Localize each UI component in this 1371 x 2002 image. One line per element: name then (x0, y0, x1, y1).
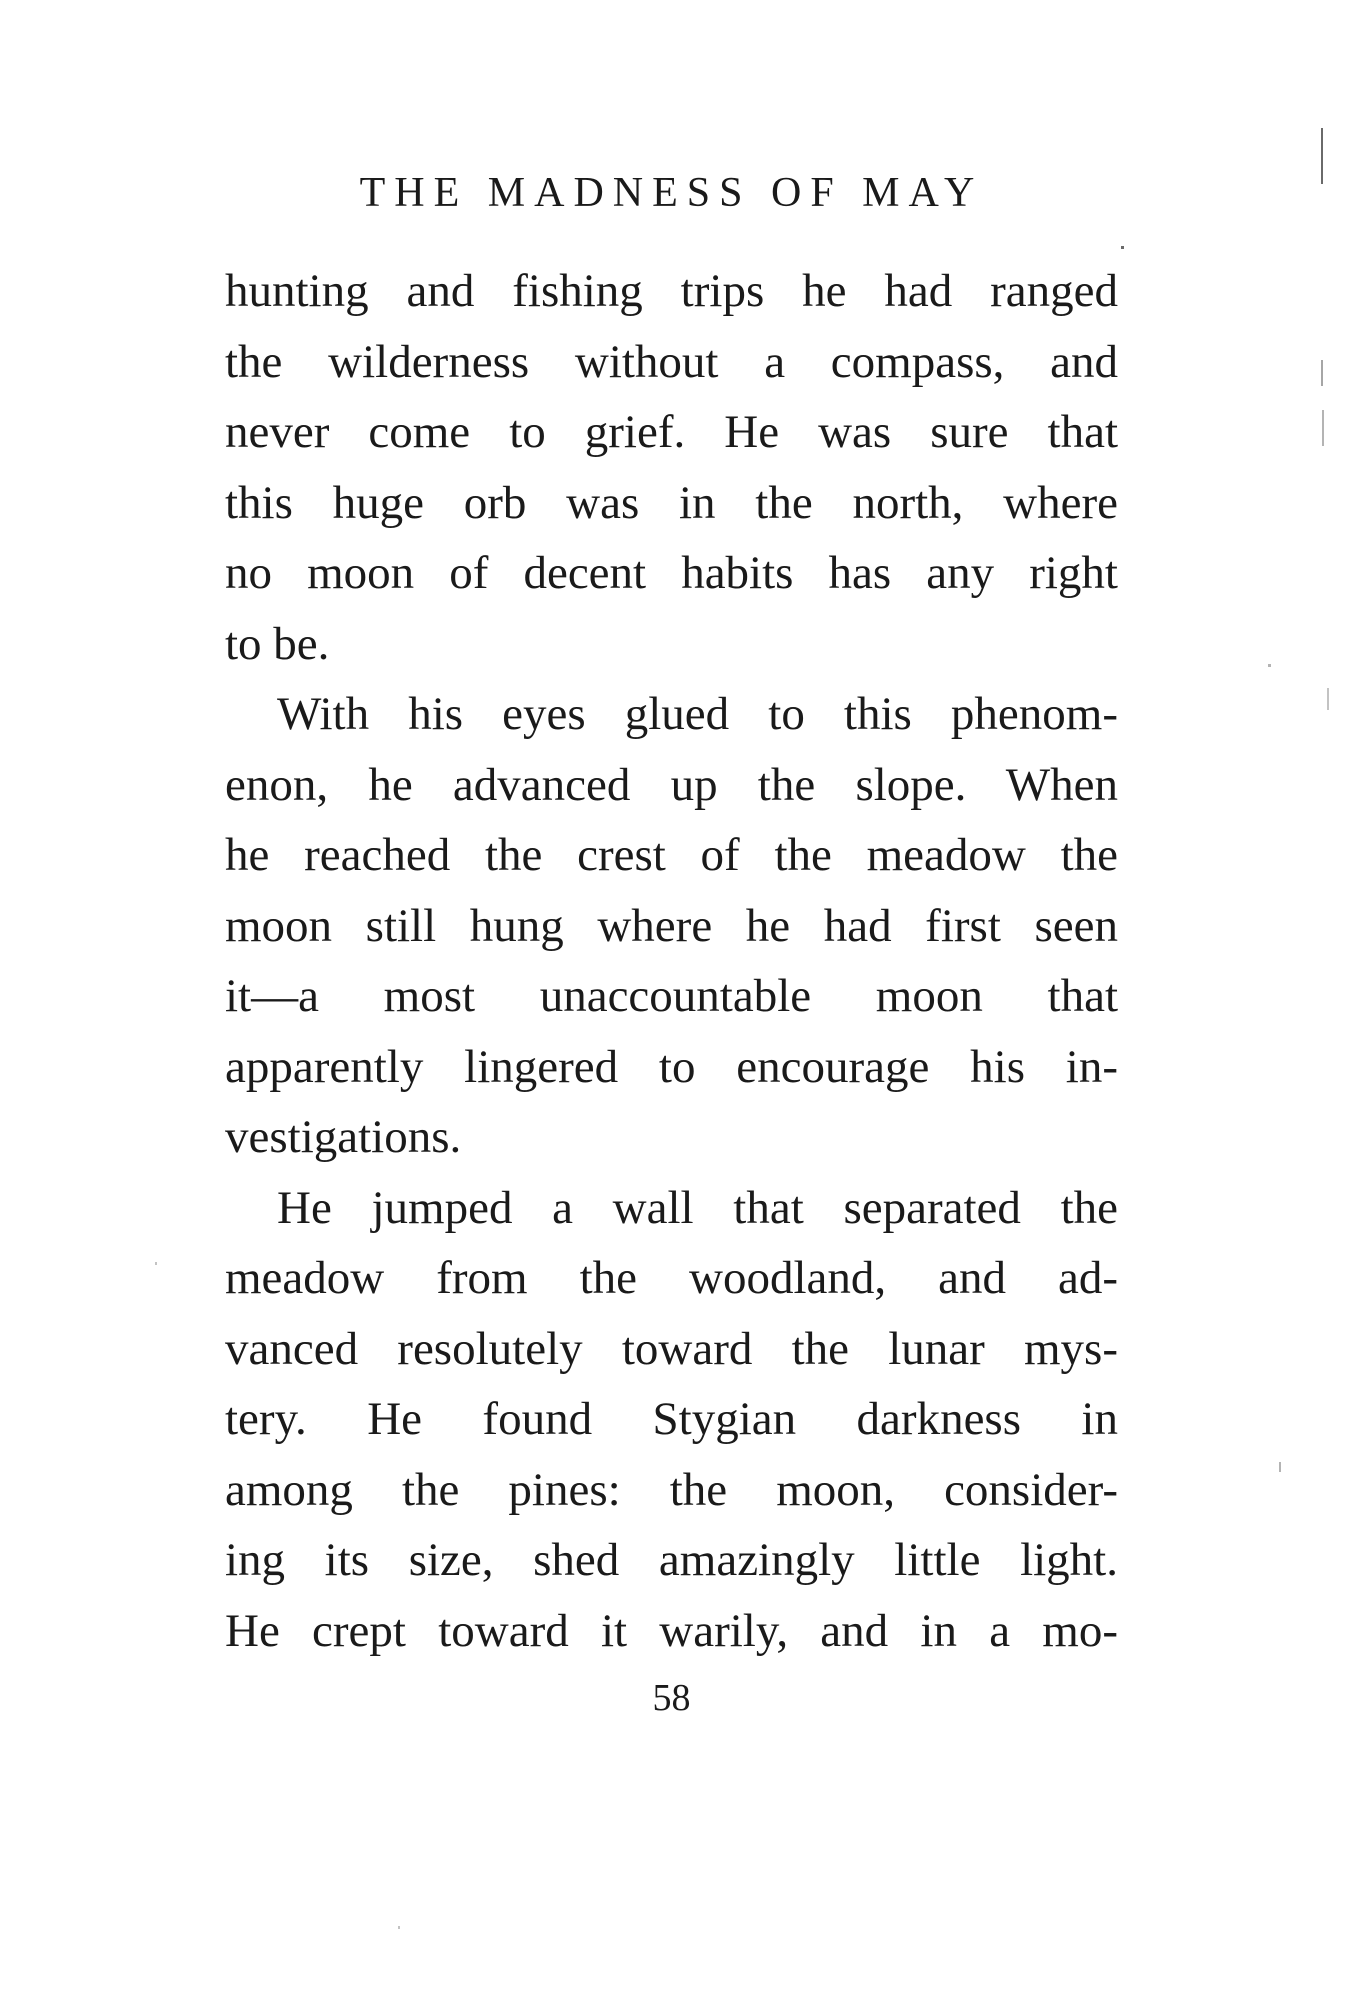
text-line: vanced resolutely toward the lunar mys- (225, 1322, 1118, 1375)
text-line: vestigations. (225, 1111, 462, 1163)
text-line: never come to grief. He was sure that (225, 406, 1118, 458)
text-line: tery. He found Stygian darkness in (225, 1393, 1118, 1445)
text-line: meadow from the woodland, and ad- (225, 1252, 1118, 1304)
scan-artifact (155, 1262, 157, 1265)
scan-artifact (1321, 128, 1323, 184)
scan-artifact (1121, 246, 1124, 249)
text-line: He jumped a wall that separated the (277, 1181, 1118, 1234)
text-line: it—a most unaccountable moon that (225, 970, 1118, 1022)
text-line: ing its size, shed amazingly little light. (225, 1534, 1118, 1586)
text-line: this huge orb was in the north, where (225, 476, 1118, 529)
scan-artifact (1321, 360, 1323, 386)
text-line: to be. (225, 617, 330, 670)
text-line: moon still hung where he had first seen (225, 899, 1118, 952)
text-line: He crept toward it warily, and in a mo- (225, 1604, 1118, 1657)
text-line: he reached the crest of the meadow the (225, 829, 1118, 881)
scan-artifact (1268, 664, 1271, 667)
text-line: no moon of decent habits has any right (225, 547, 1118, 599)
scan-artifact (1279, 1462, 1281, 1472)
text-line: the wilderness without a compass, and (225, 335, 1118, 388)
text-line: apparently lingered to encourage his in- (225, 1040, 1118, 1093)
text-line: among the pines: the moon, consider- (225, 1463, 1118, 1516)
body-text (225, 256, 1118, 1666)
scan-artifact (1322, 410, 1324, 446)
running-head: THE MADNESS OF MAY (359, 170, 984, 216)
page-number: 58 (652, 1677, 691, 1719)
text-line: hunting and fishing trips he had ranged (225, 265, 1118, 317)
scan-artifact (1327, 688, 1329, 710)
text-line: enon, he advanced up the slope. When (225, 758, 1118, 811)
text-line: With his eyes glued to this phenom- (277, 688, 1118, 740)
scan-artifact (398, 1926, 400, 1929)
